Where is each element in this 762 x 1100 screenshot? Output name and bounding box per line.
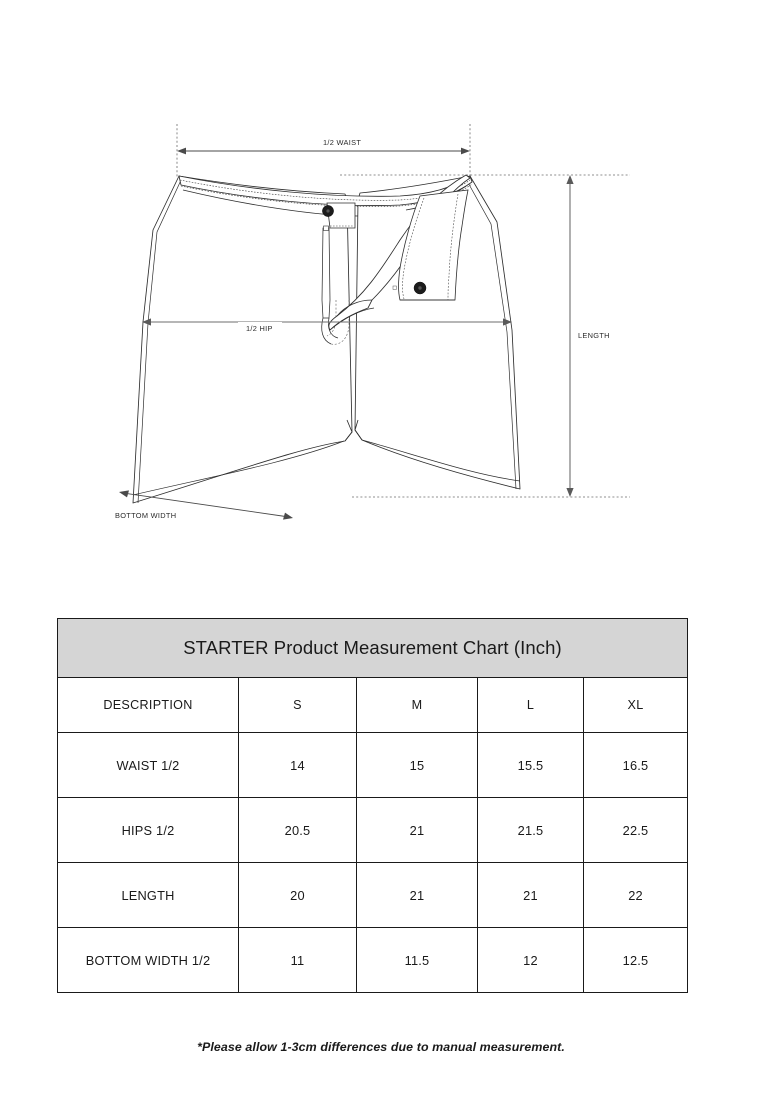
- cell-waist-s: 14: [239, 733, 357, 798]
- table-title: STARTER Product Measurement Chart (Inch): [58, 619, 688, 678]
- cell-bottom-width-s: 11: [239, 928, 357, 993]
- hip-dimension-label: 1/2 HIP: [246, 324, 273, 333]
- table-row: [58, 928, 688, 993]
- table-header-row: [58, 678, 688, 733]
- row-label-bottom-width: BOTTOM WIDTH 1/2: [58, 928, 239, 993]
- table-row: [58, 863, 688, 928]
- row-label-length: LENGTH: [58, 863, 239, 928]
- bottom-width-dimension: [110, 490, 293, 520]
- snap-button-waistband: [322, 205, 333, 216]
- cell-hips-s: 20.5: [239, 798, 357, 863]
- row-label-hips: HIPS 1/2: [58, 798, 239, 863]
- measurement-disclaimer: *Please allow 1-3cm differences due to manual measurement.: [197, 1040, 565, 1054]
- cell-length-m: 21: [357, 863, 478, 928]
- cell-hips-l: 21.5: [478, 798, 584, 863]
- table-row: [58, 733, 688, 798]
- column-header-s: S: [239, 678, 357, 733]
- bottom-width-dimension-label: BOTTOM WIDTH: [115, 511, 177, 520]
- table-row: [58, 798, 688, 863]
- column-header-m: M: [357, 678, 478, 733]
- cell-bottom-width-l: 12: [478, 928, 584, 993]
- column-header-description: DESCRIPTION: [58, 678, 239, 733]
- cell-waist-xl: 16.5: [584, 733, 688, 798]
- cell-length-s: 20: [239, 863, 357, 928]
- column-header-xl: XL: [584, 678, 688, 733]
- length-dimension-label: LENGTH: [578, 331, 610, 340]
- column-header-l: L: [478, 678, 584, 733]
- row-label-waist: WAIST 1/2: [58, 733, 239, 798]
- cell-bottom-width-m: 11.5: [357, 928, 478, 993]
- length-dimension: [566, 175, 610, 497]
- waist-dimension-label: 1/2 WAIST: [323, 138, 362, 147]
- cell-hips-m: 21: [357, 798, 478, 863]
- cell-bottom-width-xl: 12.5: [584, 928, 688, 993]
- snap-button-fly-flap: [414, 282, 426, 294]
- cell-waist-l: 15.5: [478, 733, 584, 798]
- left-leg-panel: [133, 176, 352, 503]
- waist-dimension: [177, 136, 470, 154]
- cell-length-l: 21: [478, 863, 584, 928]
- measurement-table: [57, 618, 688, 993]
- cell-length-xl: 22: [584, 863, 688, 928]
- cell-waist-m: 15: [357, 733, 478, 798]
- cell-hips-xl: 22.5: [584, 798, 688, 863]
- fly-placket: [322, 226, 330, 318]
- table-title-row: [58, 619, 688, 678]
